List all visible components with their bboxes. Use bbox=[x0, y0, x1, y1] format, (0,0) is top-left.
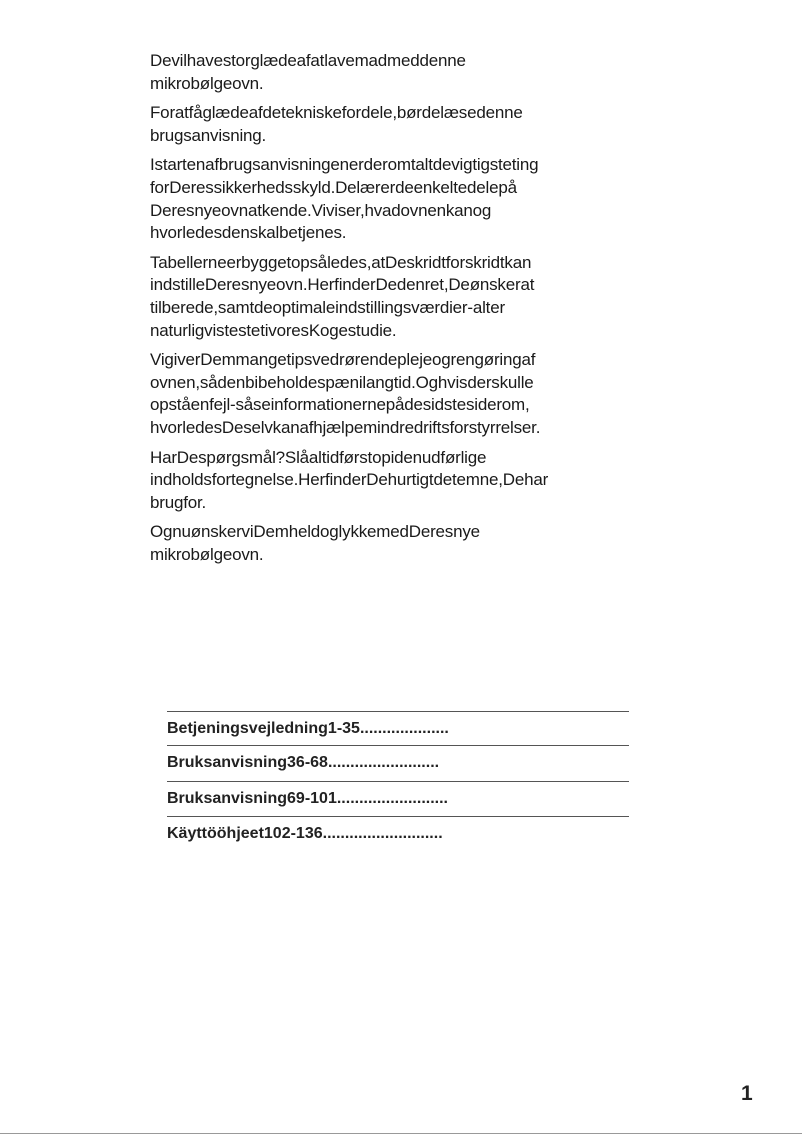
text-line: forDeressikkerhedsskyld.Delærerdeenkeltedelepå bbox=[150, 177, 517, 197]
text-line: mikrobølgeovn. bbox=[150, 544, 264, 564]
toc-entry[interactable]: Betjeningsvejledning1-35.................... bbox=[167, 711, 629, 745]
text-line: brugfor. bbox=[150, 492, 207, 512]
paragraph bbox=[150, 50, 620, 95]
text-line: HarDespørgsmål?Slåaltidførstopidenudførlige bbox=[150, 447, 487, 467]
paragraph bbox=[150, 102, 620, 147]
text-line: opståenfejl-såseinformationernepådesidstesiderom, bbox=[150, 395, 530, 415]
toc-entry[interactable]: Käyttööhjeet102-136........................... bbox=[167, 816, 629, 850]
intro-text bbox=[150, 50, 620, 573]
text-line: Tabellerneerbyggetopsåledes,atDeskridtforskridtkan bbox=[150, 252, 532, 272]
text-line: brugsanvisning. bbox=[150, 125, 267, 145]
table-of-contents bbox=[167, 711, 629, 850]
text-line: VigiverDemmangetipsvedrørendeplejeogrengøringaf bbox=[150, 350, 536, 370]
toc-entry[interactable]: Bruksanvisning36-68......................... bbox=[167, 745, 629, 781]
paragraph bbox=[150, 154, 620, 244]
paragraph bbox=[150, 252, 620, 342]
paragraph bbox=[150, 521, 620, 566]
text-line: hvorledesDeselvkanafhjælpemindredriftsforstyrrelser. bbox=[150, 417, 541, 437]
text-line: hvorledesdenskalbetjenes. bbox=[150, 223, 347, 243]
page-number: 1 bbox=[741, 1082, 753, 1105]
text-line: indholdsfortegnelse.HerfinderDehurtigtdetemne,Dehar bbox=[150, 470, 549, 490]
toc-entry[interactable]: Bruksanvisning69-101......................... bbox=[167, 781, 629, 817]
text-line: Istartenafbrugsanvisningenerderomtaltdevigtigsteting bbox=[150, 155, 539, 175]
text-line: naturligvistestetivoresKogestudie. bbox=[150, 320, 397, 340]
paragraph bbox=[150, 447, 620, 515]
text-line: Devilhavestorglædeafatlavemadmeddenne bbox=[150, 51, 466, 70]
paragraph bbox=[150, 349, 620, 439]
page-divider bbox=[0, 1133, 802, 1134]
text-line: ovnen,sådenbibeholdespænilangtid.Oghvisderskulle bbox=[150, 372, 534, 392]
text-line: Foratfåglædeafdetekniskefordele,børdelæsedenne bbox=[150, 103, 523, 123]
text-line: tilberede,samtdeoptimaleindstillingsværdier-alter bbox=[150, 297, 505, 317]
text-line: Deresnyeovnatkende.Viviser,hvadovnenkanog bbox=[150, 200, 492, 220]
text-line: OgnuønskerviDemheldoglykkemedDeresnye bbox=[150, 522, 480, 542]
text-line: mikrobølgeovn. bbox=[150, 73, 264, 93]
text-line: indstilleDeresnyeovn.HerfinderDedenret,Deønskerat bbox=[150, 275, 535, 295]
